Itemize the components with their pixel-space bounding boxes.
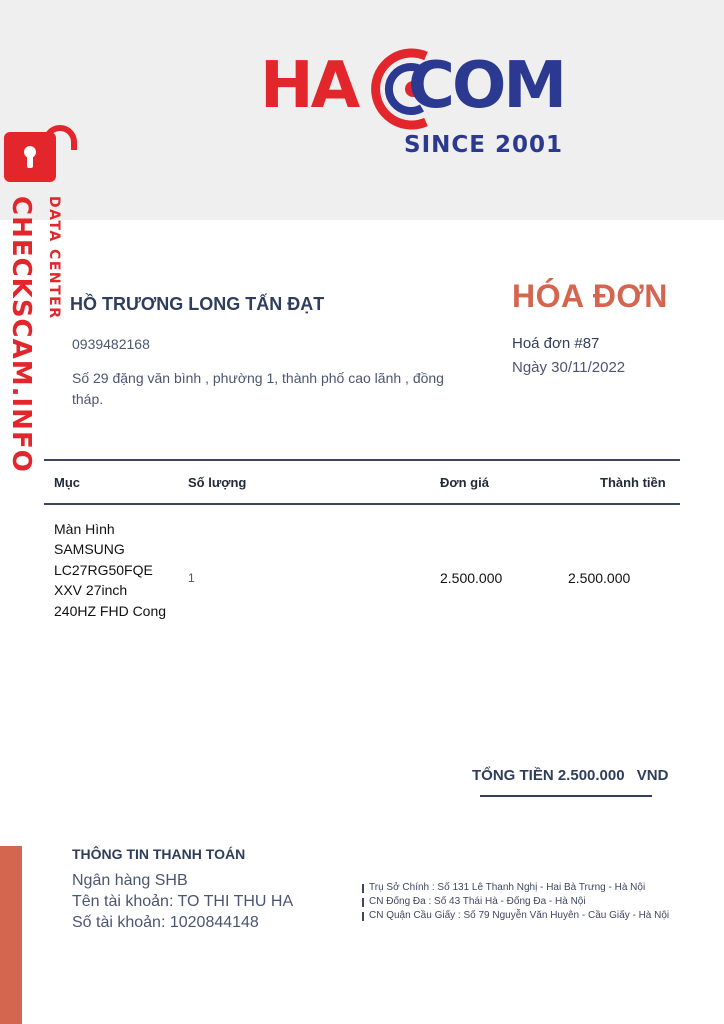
invoice-number: Hoá đơn #87 xyxy=(512,335,600,352)
row-qty: 1 xyxy=(188,571,195,585)
table-top-rule xyxy=(44,459,680,461)
header-total: Thành tiền xyxy=(600,475,666,490)
logo-ha-text: HA xyxy=(260,49,358,123)
row-item: Màn Hình SAMSUNG LC27RG50FQE XXV 27inch 240HZ FHD Cong xyxy=(54,521,167,619)
grand-total-value: 2.500.000 xyxy=(557,767,625,784)
total-underline xyxy=(480,795,652,797)
branch-line: CN Đống Đa : Số 43 Thái Hà - Đống Đa - Hà Nội xyxy=(362,895,682,909)
watermark-sub-text: DATA CENTER xyxy=(46,196,62,320)
invoice-date: Ngày 30/11/2022 xyxy=(512,359,626,376)
watermark-main-text: CHECKSCAM.INFO xyxy=(6,196,36,473)
payment-holder: Tên tài khoản: TO THI THU HA xyxy=(72,893,294,910)
row-total: 2.500.000 xyxy=(568,570,631,586)
customer-phone: 0939482168 xyxy=(72,336,150,352)
hacom-logo xyxy=(258,40,578,160)
lock-icon xyxy=(4,124,78,184)
payment-bank: Ngân hàng SHB xyxy=(72,872,188,889)
header-qty: Số lượng xyxy=(188,475,247,490)
table-header-rule xyxy=(44,503,680,505)
invoice-title: HÓA ĐƠN xyxy=(512,278,668,314)
header-item: Mục xyxy=(54,475,80,490)
customer-name: HỒ TRƯƠNG LONG TẤN ĐẠT xyxy=(70,294,325,314)
logo-since-text: SINCE 2001 xyxy=(404,132,563,158)
branch-line: CN Quận Cầu Giấy : Số 79 Nguyễn Văn Huyên - Cầu Giấy - Hà Nội xyxy=(362,909,682,923)
grand-total xyxy=(472,767,668,784)
logo-com-text: COM xyxy=(408,49,565,123)
accent-side-bar xyxy=(0,846,22,1024)
row-price: 2.500.000 xyxy=(440,570,503,586)
branch-line: Trụ Sở Chính : Số 131 Lê Thanh Nghị - Hai Bà Trưng - Hà Nội xyxy=(362,881,682,895)
branch-list xyxy=(362,881,682,923)
payment-account: Số tài khoản: 1020844148 xyxy=(72,914,259,931)
customer-address: Số 29 đặng văn bình , phường 1, thành phố cao lãnh , đồng tháp. xyxy=(72,370,444,407)
payment-heading: THÔNG TIN THANH TOÁN xyxy=(72,846,246,862)
grand-total-label: TỔNG TIỀN xyxy=(472,767,554,784)
header-price: Đơn giá xyxy=(440,475,489,490)
grand-total-currency: VND xyxy=(636,767,669,784)
